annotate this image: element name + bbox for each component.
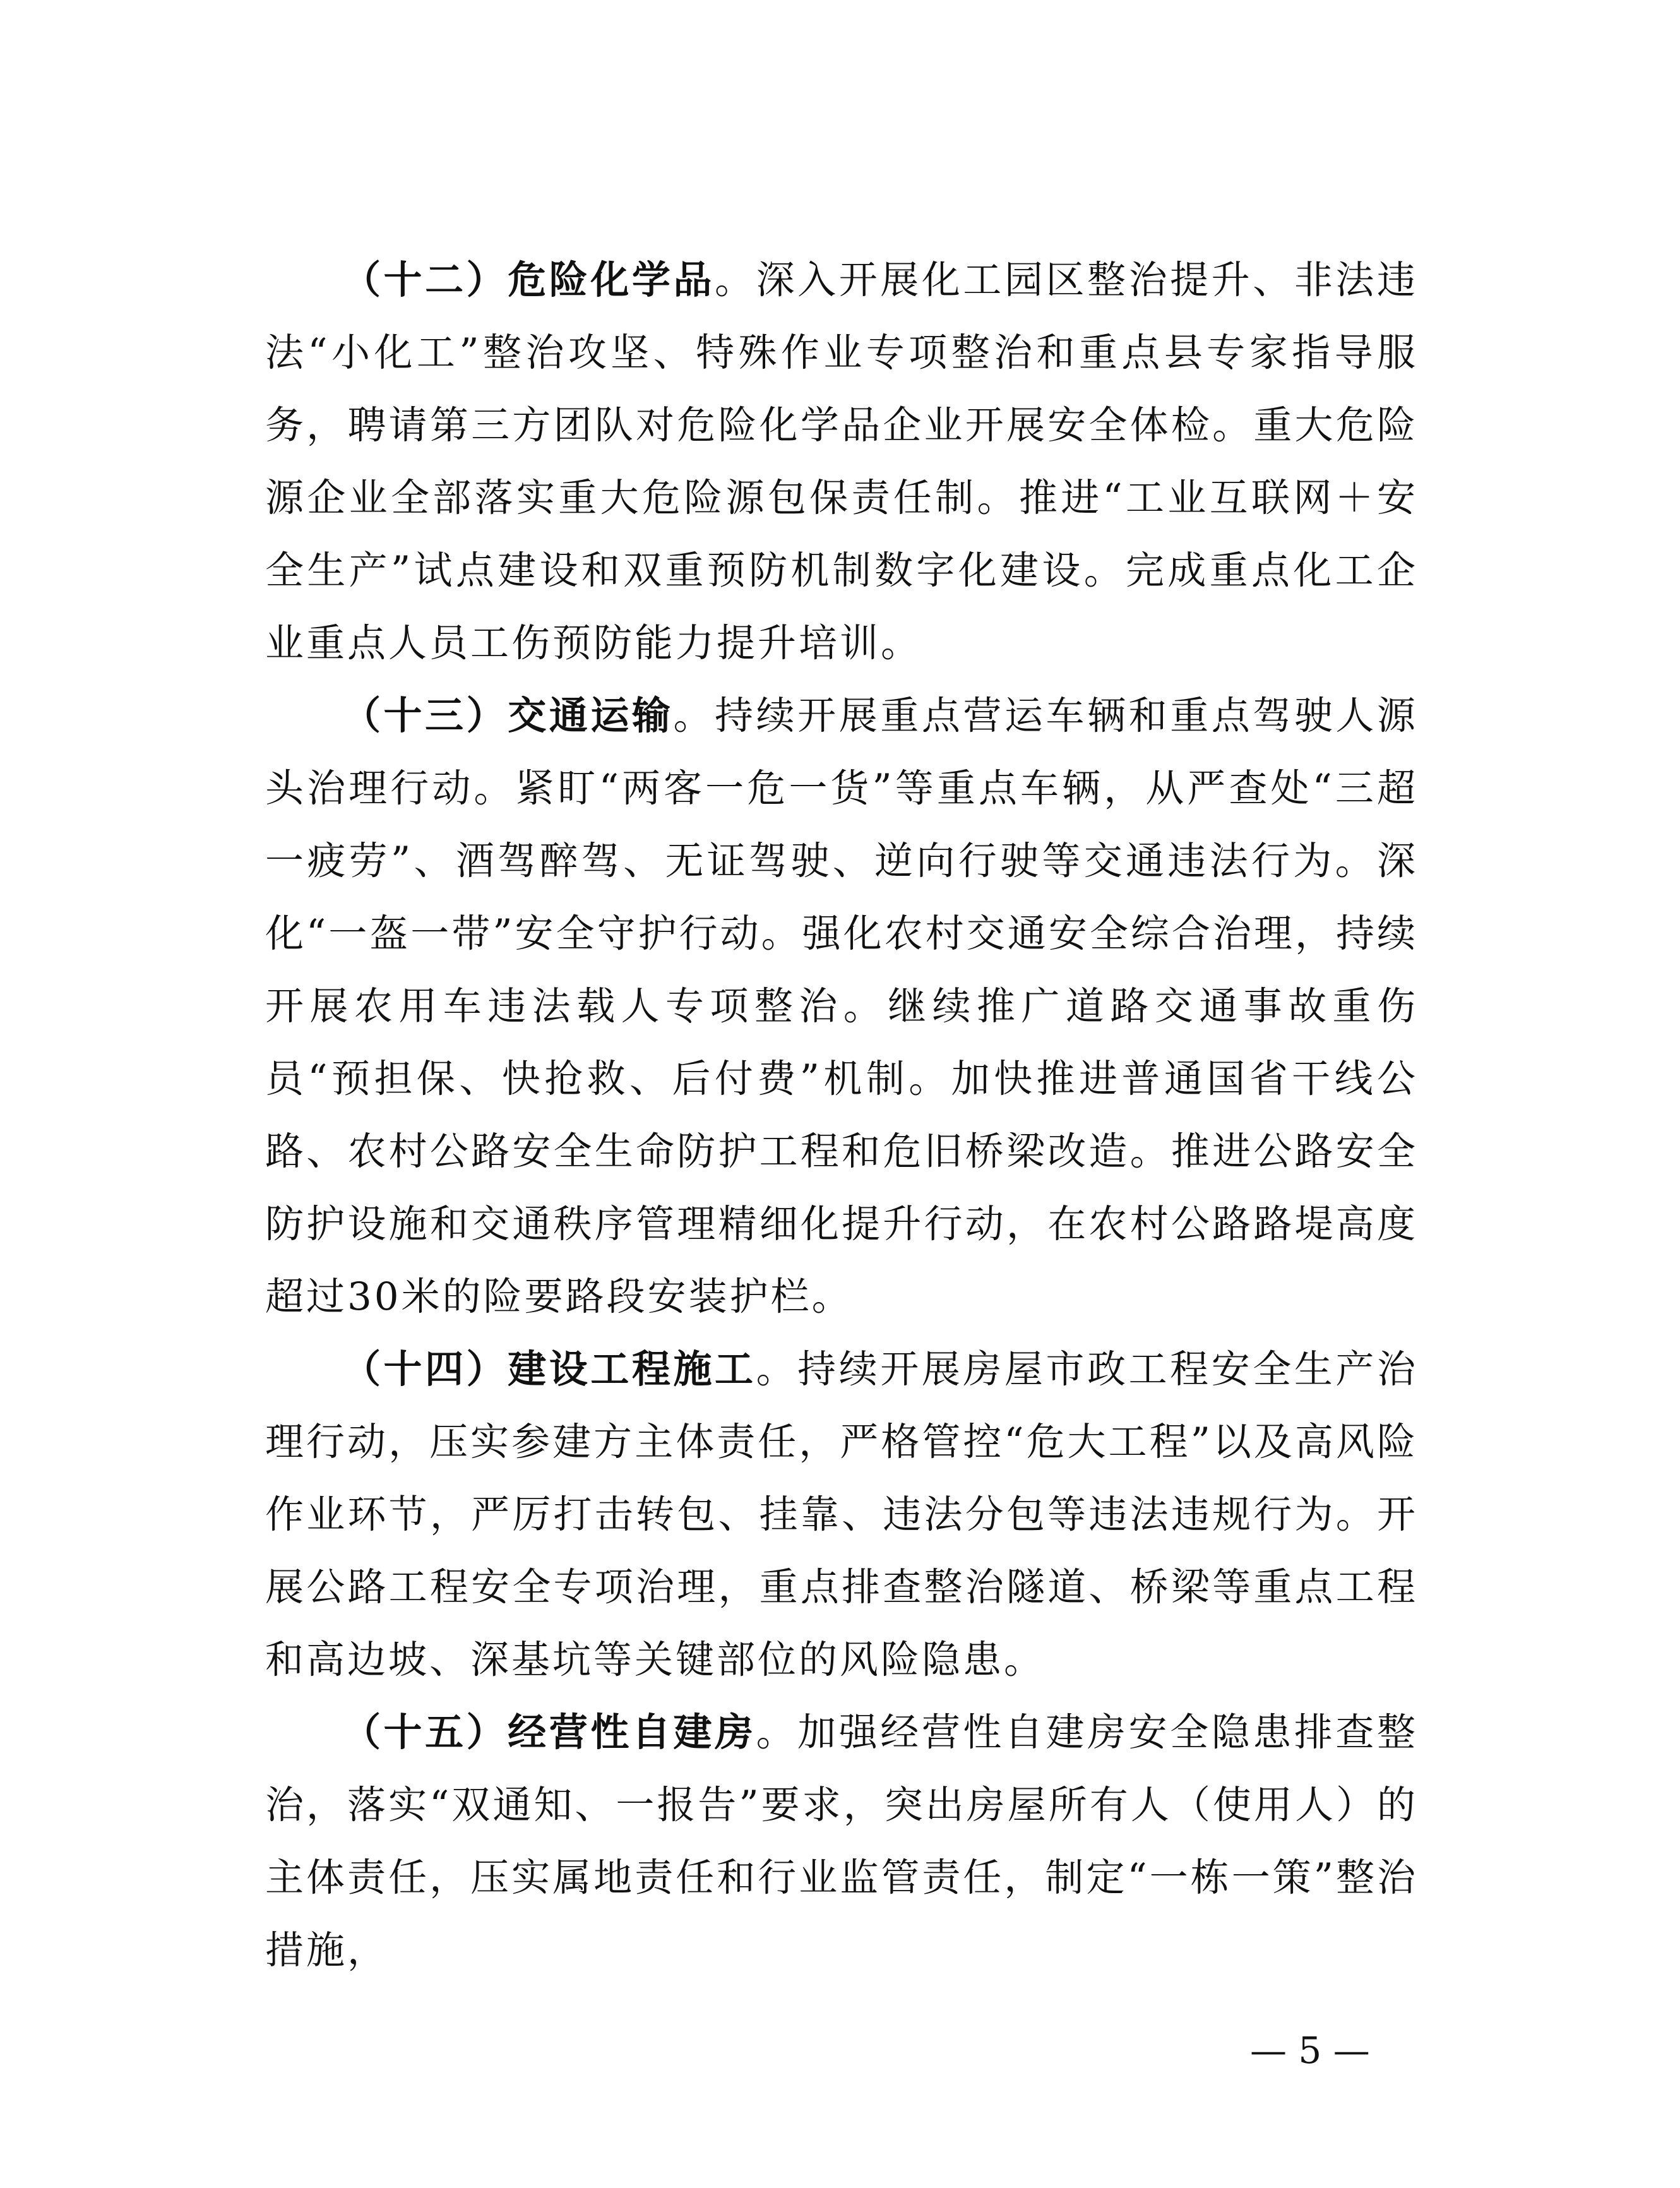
paragraph-self-built-housing (265, 1696, 1418, 1987)
paragraph-text: 。持续开展房屋市政工程安全生产治理行动，压实参建方主体责任，严格管控“危大工程”以及高风险作业环节，严厉打击转包、挂靠、违法分包等违法违规行为。开展公路工程安全专项治理，重点排查整治隧道、桥梁等重点工程和高边坡、深基坑等关键部位的风险隐患。 (265, 1347, 1418, 1682)
paragraph-transportation (265, 679, 1418, 1333)
section-heading: （十五）经营性自建房 (342, 1710, 756, 1755)
section-heading: （十四）建设工程施工 (342, 1347, 756, 1392)
paragraph-text: 。持续开展重点营运车辆和重点驾驶人源头治理行动。紧盯“两客一危一货”等重点车辆，从严查处“三超一疲劳”、酒驾醉驾、无证驾驶、逆向行驶等交通违法行为。深化“一盔一带”安全守护行动。强化农村交通安全综合治理，持续开展农用车违法载人专项整治。继续推广道路交通事故重伤员“预担保、快抢救、后付费”机制。加快推进普通国省干线公路、农村公路安全生命防护工程和危旧桥梁改造。推进公路安全防护设施和交通秩序管理精细化提升行动，在农村公路路堤高度超过30米的险要路段安装护栏。 (265, 693, 1418, 1319)
section-heading: （十三）交通运输 (342, 693, 674, 738)
paragraph-text: 。深入开展化工园区整治提升、非法违法“小化工”整治攻坚、特殊作业专项整治和重点县专家指导服务，聘请第三方团队对危险化学品企业开展安全体检。重大危险源企业全部落实重大危险源包保责任制。推进“工业互联网＋安全生产”试点建设和双重预防机制数字化建设。完成重点化工企业重点人员工伤预防能力提升培训。 (265, 258, 1418, 666)
page-number: — 5 — (1250, 2029, 1370, 2072)
document-body (265, 244, 1418, 1987)
paragraph-hazardous-chemicals (265, 244, 1418, 679)
section-heading: （十二）危险化学品 (342, 258, 715, 302)
paragraph-construction (265, 1333, 1418, 1696)
paragraph-text: 。加强经营性自建房安全隐患排查整治，落实“双通知、一报告”要求，突出房屋所有人（使用人）的主体责任，压实属地责任和行业监管责任，制定“一栋一策”整治措施， (265, 1710, 1418, 1973)
